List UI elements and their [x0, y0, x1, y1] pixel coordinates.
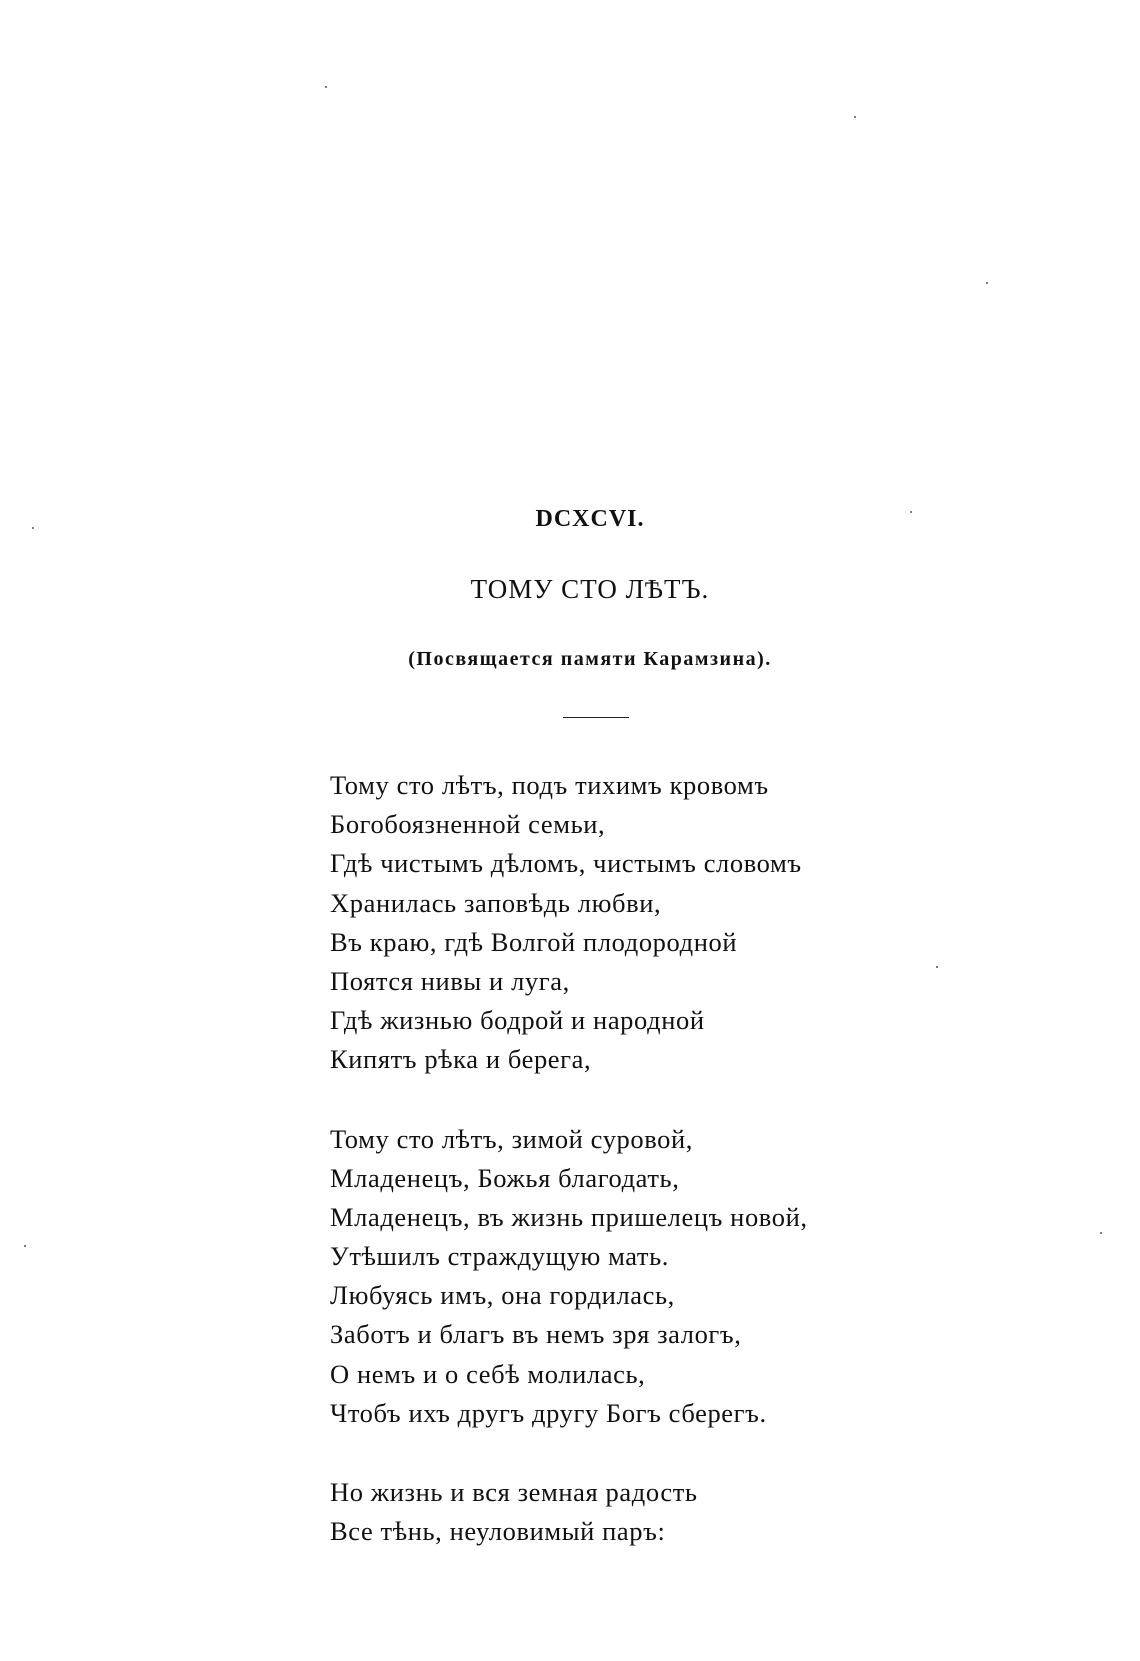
poem-number: DCXCVI.	[535, 506, 645, 532]
poem-dedication: (Посвящается памяти Карамзина).	[408, 648, 772, 670]
poem-line: Поятся нивы и луга,	[330, 965, 570, 996]
poem-line: Все тѣнь, неуловимый паръ:	[330, 1516, 666, 1547]
scan-speck	[1100, 1232, 1102, 1234]
poem-line: Чтобъ ихъ другъ другу Богъ сберегъ.	[330, 1397, 767, 1428]
scan-speck	[854, 116, 856, 118]
poem-line: Хранилась заповѣдь любви,	[330, 887, 662, 918]
poem-title: ТОМУ СТО ЛѢТЪ.	[470, 574, 710, 604]
poem-line: Гдѣ жизнью бодрой и народной	[330, 1005, 705, 1036]
stanza-1	[330, 766, 1090, 1080]
poem-line: Кипятъ рѣка и берега,	[330, 1044, 592, 1075]
scan-speck	[24, 1245, 26, 1247]
poem-line: Богобоязненной семьи,	[330, 809, 606, 840]
poem-line: Младенецъ, Божья благодать,	[330, 1162, 680, 1193]
poem-line: Тому сто лѣтъ, подъ тихимъ кровомъ	[330, 770, 769, 800]
stanza-2	[330, 1120, 1090, 1434]
poem-line: Утѣшилъ страждущую мать.	[330, 1241, 670, 1272]
title-rule	[563, 717, 629, 718]
poem-line: Но жизнь и вся земная радость	[330, 1477, 698, 1507]
poem-line: Любуясь имъ, она гордилась,	[330, 1280, 675, 1311]
poem-line: Тому сто лѣтъ, зимой суровой,	[330, 1123, 694, 1154]
poem-line: Младенецъ, въ жизнь пришелецъ новой,	[330, 1201, 808, 1232]
scan-speck	[325, 86, 327, 88]
poem-line: Гдѣ чистымъ дѣломъ, чистымъ словомъ	[330, 848, 802, 879]
poem-line: Въ краю, гдѣ Волгой плодородной	[330, 926, 738, 957]
scan-speck	[986, 282, 988, 284]
poem-line: О немъ и о себѣ молилась,	[330, 1358, 646, 1389]
poem-body	[330, 766, 1090, 1591]
stanza-3	[330, 1473, 1090, 1551]
poem-line: Заботъ и благъ въ немъ зря залогъ,	[330, 1319, 742, 1350]
